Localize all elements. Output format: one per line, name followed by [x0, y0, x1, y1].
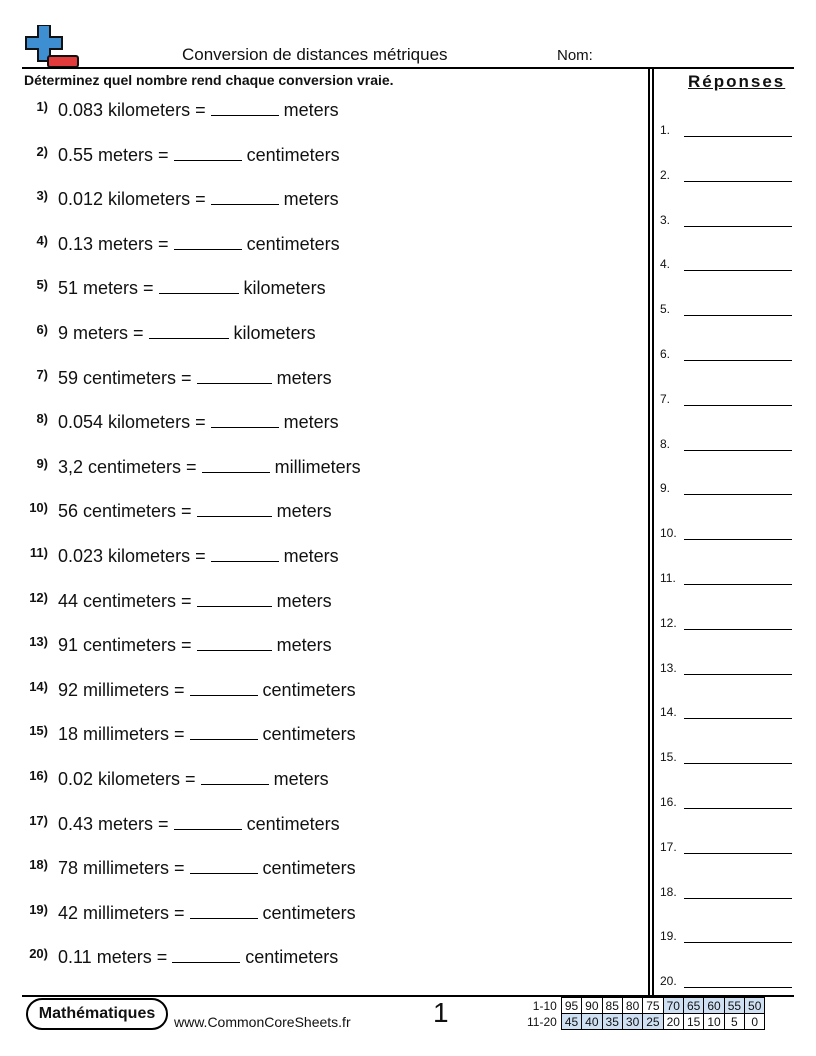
answer-blank[interactable] — [190, 726, 258, 740]
score-cell: 90 — [582, 998, 602, 1014]
answer-label: 15. — [660, 750, 677, 765]
problem-number: 15) — [29, 723, 48, 739]
score-cell: 10 — [704, 1014, 724, 1030]
score-cell: 5 — [724, 1014, 744, 1030]
answers-heading: Réponses — [688, 72, 786, 91]
problem-quantity: 92 millimeters = — [58, 679, 185, 700]
problem-number: 18) — [29, 857, 48, 873]
answer-line[interactable] — [684, 763, 792, 764]
answer-line[interactable] — [684, 718, 792, 719]
problem-quantity: 42 millimeters = — [58, 902, 185, 923]
problem-item — [24, 457, 361, 478]
problem-quantity: 51 meters = — [58, 278, 154, 299]
answer-label: 6. — [660, 347, 671, 361]
answer-blank[interactable] — [211, 414, 279, 428]
problem-unit: centimeters — [262, 679, 356, 700]
score-cell: 75 — [643, 998, 663, 1014]
problem-number: 4) — [36, 232, 48, 248]
problem-unit: meters — [283, 546, 339, 566]
answer-label: 16. — [660, 795, 677, 809]
subject-badge: Mathématiques — [28, 1000, 166, 1028]
problem-unit: meters — [276, 635, 332, 656]
problem-item — [24, 189, 339, 210]
column-divider-right — [652, 67, 654, 996]
problem-unit: centimeters — [262, 902, 356, 923]
score-cell: 25 — [643, 1014, 663, 1030]
problem-number: 17) — [29, 812, 48, 828]
problem-quantity: 18 millimeters = — [58, 724, 185, 745]
answer-line[interactable] — [684, 942, 792, 943]
problem-unit: kilometers — [233, 323, 316, 343]
problem-quantity: 0.023 kilometers = — [58, 546, 206, 566]
header-divider — [22, 67, 794, 69]
answer-label: 20. — [660, 974, 677, 989]
problem-unit: meters — [273, 769, 329, 789]
answer-blank[interactable] — [190, 860, 258, 874]
problem-item — [24, 858, 356, 879]
problem-quantity: 0.13 meters = — [58, 233, 169, 254]
column-divider-left — [648, 67, 650, 996]
answer-line[interactable] — [684, 494, 792, 495]
problem-item — [24, 724, 356, 745]
problem-unit: meters — [276, 367, 332, 388]
answer-label: 18. — [660, 884, 677, 899]
problem-item — [24, 814, 340, 835]
answer-line[interactable] — [684, 898, 792, 899]
problem-item — [24, 145, 340, 166]
answer-label: 13. — [660, 660, 677, 675]
problem-unit: meters — [283, 412, 339, 433]
answer-blank[interactable] — [211, 548, 279, 562]
answer-line[interactable] — [684, 987, 792, 988]
problem-quantity: 0.02 kilometers = — [58, 769, 196, 789]
answer-label: 17. — [660, 839, 677, 854]
answer-line[interactable] — [684, 181, 792, 182]
answer-blank[interactable] — [190, 905, 258, 919]
problem-quantity: 0.43 meters = — [58, 813, 169, 834]
problem-number: 13) — [29, 634, 48, 650]
problem-number: 1) — [36, 99, 48, 114]
problem-unit: centimeters — [262, 858, 356, 879]
score-cell: 80 — [622, 998, 642, 1014]
problem-number: 19) — [29, 901, 48, 917]
score-cell: 30 — [622, 1014, 642, 1030]
score-cell: 45 — [561, 1014, 581, 1030]
score-cell: 15 — [683, 1014, 703, 1030]
problem-number: 10) — [29, 500, 48, 516]
score-cell: 55 — [724, 998, 744, 1014]
problem-number: 12) — [29, 589, 48, 605]
problem-quantity: 91 centimeters = — [58, 635, 192, 656]
score-cell: 50 — [745, 998, 765, 1014]
answer-blank[interactable] — [149, 325, 229, 339]
problem-item — [24, 323, 316, 344]
problem-quantity: 0.083 kilometers = — [58, 100, 206, 120]
problem-item — [24, 903, 356, 924]
problem-quantity: 9 meters = — [58, 323, 144, 343]
answer-label: 12. — [660, 615, 677, 630]
problem-unit: centimeters — [262, 724, 356, 745]
problem-quantity: 0.11 meters = — [58, 947, 168, 968]
score-cell: 85 — [602, 998, 622, 1014]
answer-label: 4. — [660, 257, 671, 272]
answer-label: 14. — [660, 705, 677, 720]
page-title: Conversion de distances métriques — [182, 45, 448, 64]
answer-label: 2. — [660, 167, 671, 182]
answer-line[interactable] — [684, 584, 792, 585]
problem-number: 16) — [29, 768, 48, 783]
answer-blank[interactable] — [174, 236, 242, 250]
score-cell: 65 — [683, 998, 703, 1014]
answer-label: 11. — [660, 571, 676, 585]
problem-quantity: 0.55 meters = — [58, 144, 169, 165]
score-cell: 95 — [561, 998, 581, 1014]
answer-blank[interactable] — [202, 459, 270, 473]
problem-unit: meters — [283, 189, 339, 210]
answer-line[interactable] — [684, 674, 792, 675]
site-url: www.CommonCoreSheets.fr — [174, 1014, 351, 1030]
score-cell: 35 — [602, 1014, 622, 1030]
problem-number: 2) — [36, 143, 48, 159]
problem-quantity: 3,2 centimeters = — [58, 456, 197, 477]
answer-blank[interactable] — [190, 682, 258, 696]
problem-item — [24, 546, 339, 567]
answer-label: 5. — [660, 302, 671, 317]
answer-line[interactable] — [684, 270, 792, 271]
problem-item — [24, 368, 332, 389]
answer-label: 8. — [660, 436, 671, 451]
problem-quantity: 78 millimeters = — [58, 858, 185, 879]
score-cell: 40 — [582, 1014, 602, 1030]
problem-number: 3) — [36, 188, 48, 204]
problem-item — [24, 635, 332, 656]
answer-line[interactable] — [684, 808, 792, 809]
name-label: Nom: — [557, 47, 593, 64]
problem-number: 8) — [36, 411, 48, 427]
answer-line[interactable] — [684, 405, 792, 406]
problem-item — [24, 278, 326, 299]
answer-blank[interactable] — [172, 949, 240, 963]
problem-number: 20) — [29, 946, 48, 962]
answer-blank[interactable] — [197, 637, 272, 651]
score-cell: 20 — [663, 1014, 683, 1030]
answer-label: 3. — [660, 212, 671, 227]
score-cell: 0 — [745, 1014, 765, 1030]
problem-unit: centimeters — [246, 233, 340, 254]
score-row — [524, 1014, 765, 1030]
answer-label: 9. — [660, 481, 671, 496]
answer-line[interactable] — [684, 360, 792, 361]
problem-number: 7) — [36, 366, 48, 382]
answer-label: 19. — [660, 929, 677, 944]
score-table — [524, 997, 765, 1030]
answer-blank[interactable] — [201, 771, 269, 785]
answer-label: 10. — [660, 526, 677, 541]
problem-unit: millimeters — [274, 456, 361, 477]
problem-item — [24, 234, 340, 255]
answer-label: 1. — [660, 123, 671, 137]
problem-quantity: 44 centimeters = — [58, 590, 192, 611]
problem-quantity: 56 centimeters = — [58, 501, 192, 522]
problem-item — [24, 591, 332, 612]
problem-number: 6) — [36, 322, 48, 337]
answer-line[interactable] — [684, 539, 792, 540]
problem-item — [24, 680, 356, 701]
answer-line[interactable] — [684, 853, 792, 854]
answer-blank[interactable] — [197, 593, 272, 607]
problem-unit: kilometers — [243, 278, 326, 299]
problem-quantity: 0.012 kilometers = — [58, 189, 206, 210]
problem-quantity: 59 centimeters = — [58, 367, 192, 388]
score-range-label: 11-20 — [527, 1014, 557, 1029]
answer-line[interactable] — [684, 226, 792, 227]
score-range-label: 1-10 — [532, 998, 557, 1013]
answer-blank[interactable] — [174, 816, 242, 830]
answer-blank[interactable] — [197, 370, 272, 384]
problem-number: 9) — [36, 455, 48, 471]
problem-item — [24, 769, 329, 790]
answer-line[interactable] — [684, 136, 792, 137]
problem-unit: centimeters — [246, 144, 340, 165]
score-cell: 60 — [704, 998, 724, 1014]
answer-blank[interactable] — [197, 503, 272, 517]
score-cell: 70 — [663, 998, 683, 1014]
answer-blank[interactable] — [159, 280, 239, 294]
problem-unit: meters — [283, 100, 339, 120]
answer-blank[interactable] — [174, 147, 242, 161]
problem-unit: meters — [276, 501, 332, 522]
answer-line[interactable] — [684, 450, 792, 451]
answer-line[interactable] — [684, 315, 792, 316]
answer-line[interactable] — [684, 629, 792, 630]
problem-item — [24, 412, 339, 433]
page-number: 1 — [433, 997, 449, 1028]
plus-minus-logo-icon — [24, 25, 80, 69]
problem-quantity: 0.054 kilometers = — [58, 412, 206, 433]
problem-unit: centimeters — [246, 813, 340, 834]
problem-item — [24, 501, 332, 522]
problem-number: 11) — [29, 545, 48, 560]
problem-number: 14) — [29, 678, 48, 694]
answer-blank[interactable] — [211, 102, 279, 116]
problem-unit: centimeters — [245, 947, 339, 968]
answer-label: 7. — [660, 391, 671, 406]
problem-item — [24, 100, 339, 121]
instructions: Déterminez quel nombre rend chaque conversion vraie. — [24, 72, 394, 88]
problem-number: 5) — [36, 277, 48, 293]
problem-item — [24, 947, 338, 968]
answer-blank[interactable] — [211, 191, 279, 205]
score-row — [524, 998, 765, 1014]
problem-unit: meters — [276, 590, 332, 611]
